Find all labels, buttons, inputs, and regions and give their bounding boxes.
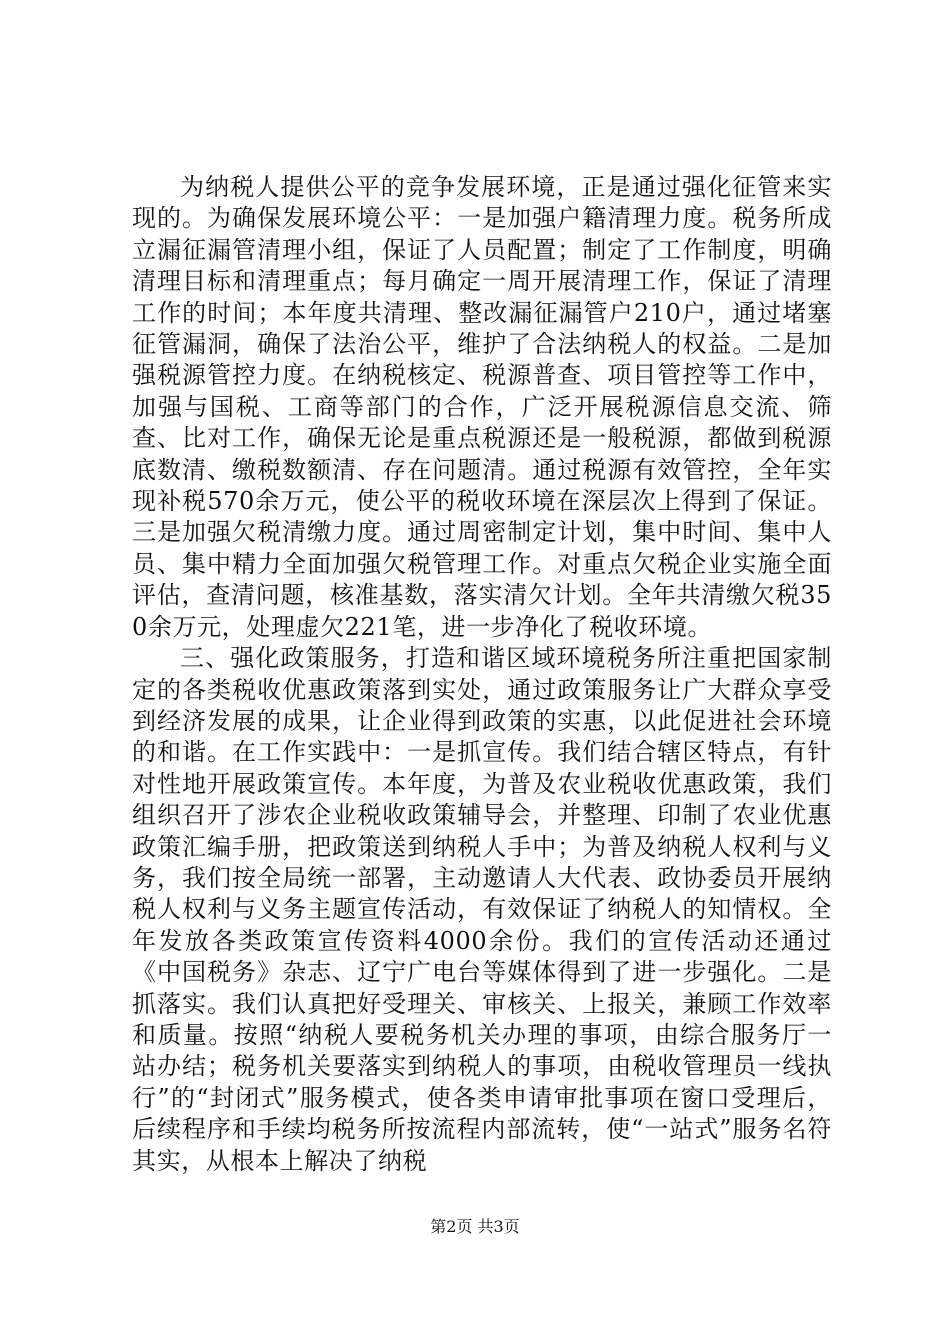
document-body xyxy=(132,172,832,1177)
paragraph-policy-service: 三、强化政策服务，打造和谐区域环境税务所注重把国家制定的各类税收优惠政策落到实处，通过政策服务让广大群众享受到经济发展的成果，让企业得到政策的实惠，以此促进社会环境的和谐。在工作实践中：一是抓宣传。我们结合辖区特点，有针对性地开展政策宣传。本年度，为普及农业税收优惠政策，我们组织召开了涉农企业税收政策辅导会，并整理、印制了农业优惠政策汇编手册，把政策送到纳税人手中；为普及纳税人权利与义务，我们按全局统一部署，主动邀请人大代表、政协委员开展纳税人权利与义务主题宣传活动，有效保证了纳税人的知情权。全年发放各类政策宣传资料4000余份。我们的宣传活动还通过《中国税务》杂志、辽宁广电台等媒体得到了进一步强化。二是抓落实。我们认真把好受理关、审核关、上报关，兼顾工作效率和质量。按照“纳税人要税务机关办理的事项，由综合服务厅一站办结；税务机关要落实到纳税人的事项，由税收管理员一线执行”的“封闭式”服务模式，使各类申请审批事项在窗口受理后，后续程序和手续均税务所按流程内部流转，使“一站式”服务名符其实，从根本上解决了纳税 xyxy=(132,644,832,1175)
paragraph-fair-environment: 为纳税人提供公平的竞争发展环境，正是通过强化征管来实现的。为确保发展环境公平：一是加强户籍清理力度。税务所成立漏征漏管清理小组，保证了人员配置；制定了工作制度，明确清理目标和清理重点；每月确定一周开展清理工作，保证了清理工作的时间；本年度共清理、整改漏征漏管户210户，通过堵塞征管漏洞，确保了法治公平，维护了合法纳税人的权益。二是加强税源管控力度。在纳税核定、税源普查、项目管控等工作中，加强与国税、工商等部门的合作，广泛开展税源信息交流、筛查、比对工作，确保无论是重点税源还是一般税源，都做到税源底数清、缴税数额清、存在问题清。通过税源有效管控，全年实现补税570余万元，使公平的税收环境在深层次上得到了保证。三是加强欠税清缴力度。通过周密制定计划，集中时间、集中人员、集中精力全面加强欠税管理工作。对重点欠税企业实施全面评估，查清问题，核准基数，落实清欠计划。全年共清缴欠税350余万元，处理虚欠221笔，进一步净化了税收环境。 xyxy=(132,173,832,641)
page-footer: 第2页 共3页 xyxy=(430,1217,520,1236)
